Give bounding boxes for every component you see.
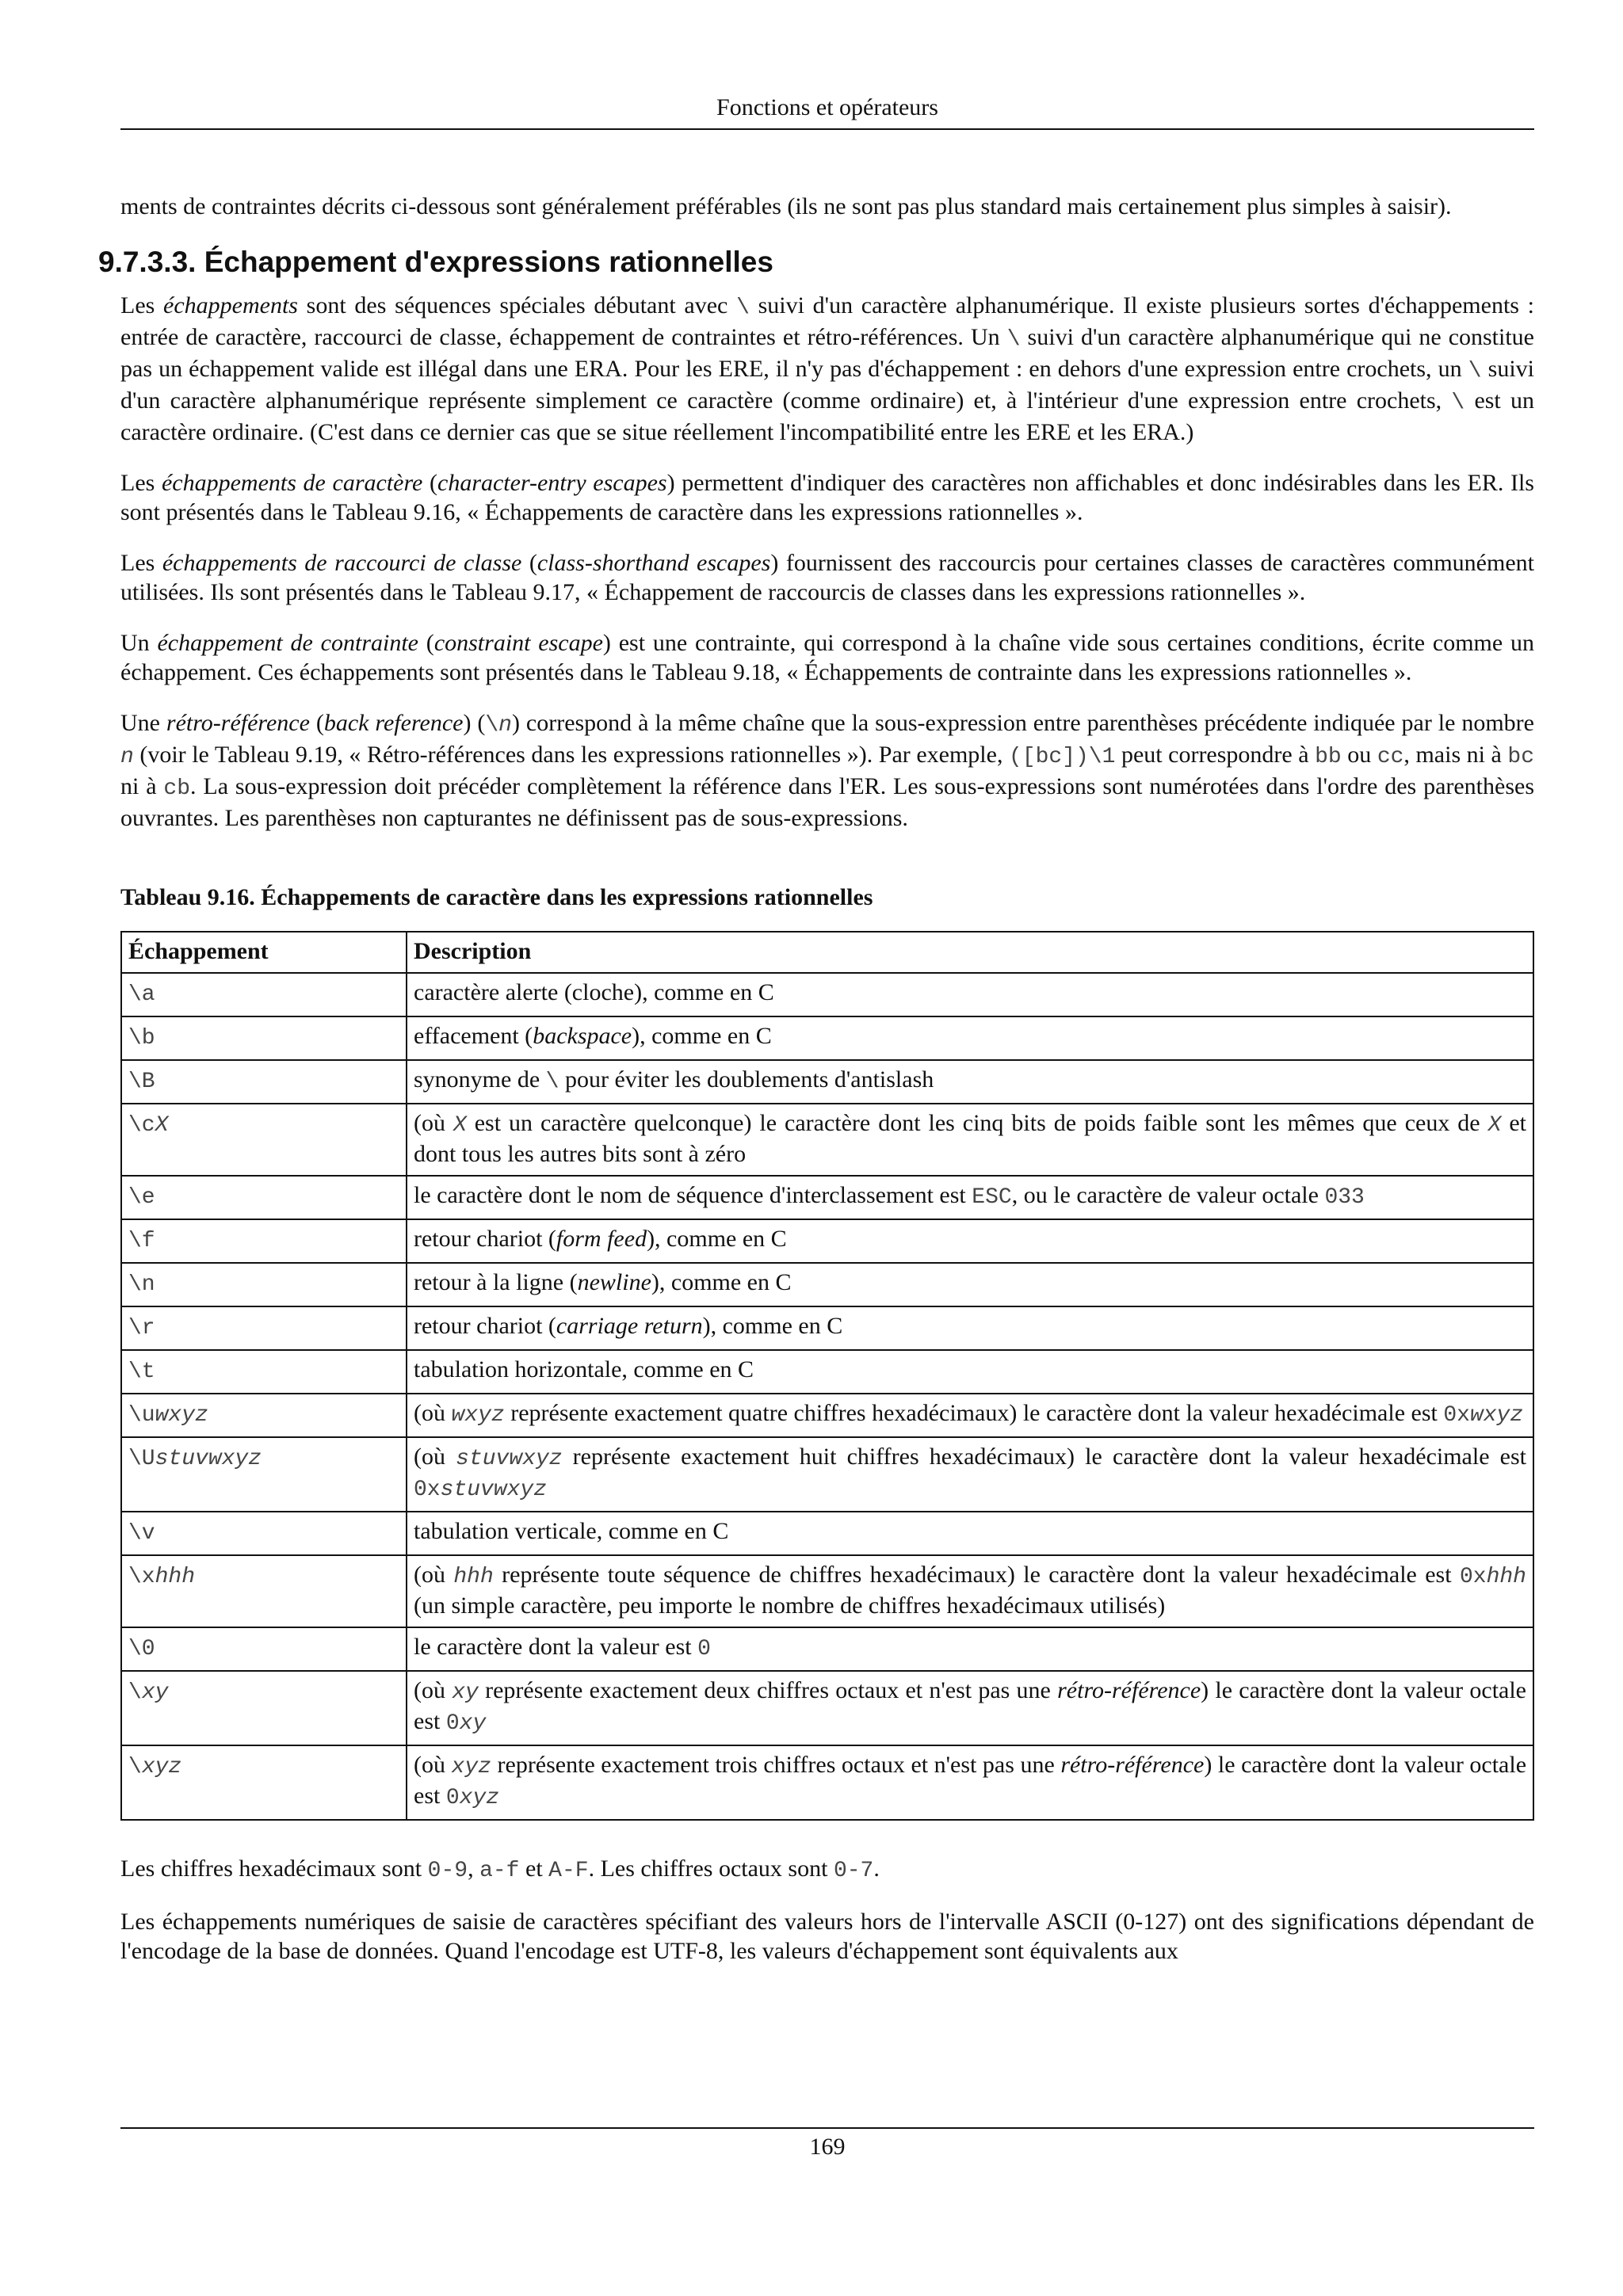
description-cell: (où hhh représente toute séquence de chiffres hexadécimaux) le caractère dont la valeur hexadécimale est 0xhhh (un simple caractère, peu importe le nombre de chiffres hexadécimaux utilisés) bbox=[407, 1555, 1533, 1627]
table-row bbox=[121, 1306, 1533, 1350]
table-row bbox=[121, 1104, 1533, 1176]
escape-cell: \cX bbox=[121, 1104, 407, 1176]
header-rule bbox=[120, 128, 1534, 130]
description-cell: caractère alerte (cloche), comme en C bbox=[407, 973, 1533, 1016]
escape-cell: \B bbox=[121, 1060, 407, 1104]
running-header: Fonctions et opérateurs bbox=[716, 94, 938, 120]
table-row bbox=[121, 1437, 1533, 1512]
intro-paragraph: ments de contraintes décrits ci-dessous sont généralement préférables (ils ne sont pas plus standard mais certainement plus simples à saisir). bbox=[120, 193, 1452, 219]
escape-cell: \v bbox=[121, 1512, 407, 1555]
escape-cell: \f bbox=[121, 1219, 407, 1263]
column-header-escape: Échappement bbox=[121, 932, 407, 973]
paragraph-back-reference: Une rétro-référence (back reference) (\n) correspond à la même chaîne que la sous-expression entre parenthèses précédente indiquée par le nombre n (voir le Tableau 9.19, « Rétro-références dans les expressions rationnelles »). Par exemple, ([bc])\1 peut correspondre à bb ou cc, mais ni à bc ni à cb. La sous-expression doit précéder complètement la référence dans l'ER. Les sous-expressions sont numérotées dans l'ordre des parenthèses ouvrantes. Les parenthèses non capturantes ne définissent pas de sous-expressions. bbox=[120, 710, 1534, 831]
table-row bbox=[121, 1512, 1533, 1555]
table-row bbox=[121, 1671, 1533, 1745]
table-row bbox=[121, 1350, 1533, 1394]
escape-cell: \xhhh bbox=[121, 1555, 407, 1627]
description-cell: le caractère dont le nom de séquence d'interclassement est ESC, ou le caractère de valeur octale 033 bbox=[407, 1176, 1533, 1219]
description-cell: (où X est un caractère quelconque) le caractère dont les cinq bits de poids faible sont les mêmes que ceux de X et dont tous les autres bits sont à zéro bbox=[407, 1104, 1533, 1176]
description-cell: effacement (backspace), comme en C bbox=[407, 1016, 1533, 1060]
description-cell: tabulation verticale, comme en C bbox=[407, 1512, 1533, 1555]
page-number: 169 bbox=[809, 2134, 846, 2160]
escape-cell: \b bbox=[121, 1016, 407, 1060]
description-cell: (où xy représente exactement deux chiffres octaux et n'est pas une rétro-référence) le caractère dont la valeur octale est 0xy bbox=[407, 1671, 1533, 1745]
description-cell: le caractère dont la valeur est 0 bbox=[407, 1627, 1533, 1671]
description-cell: synonyme de \ pour éviter les doublements d'antislash bbox=[407, 1060, 1533, 1104]
escape-cell: \a bbox=[121, 973, 407, 1016]
table-row bbox=[121, 1219, 1533, 1263]
table-caption: Tableau 9.16. Échappements de caractère dans les expressions rationnelles bbox=[120, 884, 873, 910]
footer-rule bbox=[120, 2127, 1534, 2129]
table-row bbox=[121, 1263, 1533, 1306]
description-cell: retour chariot (carriage return), comme en C bbox=[407, 1306, 1533, 1350]
character-escapes-table bbox=[120, 931, 1534, 1821]
escape-cell: \uwxyz bbox=[121, 1394, 407, 1437]
description-cell: (où wxyz représente exactement quatre chiffres hexadécimaux) le caractère dont la valeur hexadécimale est 0xwxyz bbox=[407, 1394, 1533, 1437]
page-body bbox=[98, 192, 1535, 1987]
column-header-description: Description bbox=[407, 932, 1533, 973]
table-row bbox=[121, 1176, 1533, 1219]
paragraph-constraint-escape: Un échappement de contrainte (constraint escape) est une contrainte, qui correspond à la chaîne vide sous certaines conditions, écrite comme un échappement. Ces échappements sont présentés dans le Tableau 9.18, « Échappements de contrainte dans les expressions rationnelles ». bbox=[120, 630, 1535, 685]
escape-cell: \t bbox=[121, 1350, 407, 1394]
escape-cell: \n bbox=[121, 1263, 407, 1306]
table-header-row bbox=[121, 932, 1533, 973]
table-row bbox=[121, 1745, 1533, 1820]
paragraph-numeric-escapes: Les échappements numériques de saisie de caractères spécifiant des valeurs hors de l'intervalle ASCII (0-127) ont des significations dépendant de l'encodage de la base de données. Quand l'encodage est UTF-8, les valeurs d'échappement sont équivalents aux bbox=[120, 1909, 1534, 1964]
table-row bbox=[121, 973, 1533, 1016]
escape-cell: \Ustuvwxyz bbox=[121, 1437, 407, 1512]
table-row bbox=[121, 1016, 1533, 1060]
description-cell: (où stuvwxyz représente exactement huit chiffres hexadécimaux) le caractère dont la valeur hexadécimale est 0xstuvwxyz bbox=[407, 1437, 1533, 1512]
paragraph-class-shorthand: Les échappements de raccourci de classe (class-shorthand escapes) fournissent des raccourcis pour certaines classes de caractères communément utilisées. Ils sont présentés dans le Tableau 9.17, « Échappement de raccourcis de classes dans les expressions rationnelles ». bbox=[120, 550, 1534, 605]
table-row bbox=[121, 1060, 1533, 1104]
table-row bbox=[121, 1627, 1533, 1671]
escape-cell: \e bbox=[121, 1176, 407, 1219]
table-row bbox=[121, 1555, 1533, 1627]
description-cell: tabulation horizontale, comme en C bbox=[407, 1350, 1533, 1394]
description-cell: retour chariot (form feed), comme en C bbox=[407, 1219, 1533, 1263]
escape-cell: \xyz bbox=[121, 1745, 407, 1820]
paragraph-escapes-intro: Les échappements sont des séquences spéciales débutant avec \ suivi d'un caractère alphanumérique. Il existe plusieurs sortes d'échappements : entrée de caractère, raccourci de classe, échappement de contraintes et rétro-références. Un \ suivi d'un caractère alphanumérique qui ne constitue pas un échappement valide est illégal dans une ERA. Pour les ERE, il n'y pas d'échappement : en dehors d'une expression entre crochets, un \ suivi d'un caractère alphanumérique représente simplement ce caractère (comme ordinaire) et, à l'intérieur d'une expression entre crochets, \ est un caractère ordinaire. (C'est dans ce dernier cas que se situe réellement l'incompatibilité entre les ERE et les ERA.) bbox=[120, 292, 1535, 445]
escape-cell: \r bbox=[121, 1306, 407, 1350]
paragraph-digit-ranges: Les chiffres hexadécimaux sont 0-9, a-f et A-F. Les chiffres octaux sont 0-7. bbox=[120, 1855, 880, 1883]
escape-cell: \0 bbox=[121, 1627, 407, 1671]
escape-cell: \xy bbox=[121, 1671, 407, 1745]
paragraph-character-entry: Les échappements de caractère (character-entry escapes) permettent d'indiquer des caractères non affichables et donc indésirables dans les ER. Ils sont présentés dans le Tableau 9.16, « Échappements de caractère dans les expressions rationnelles ». bbox=[120, 470, 1534, 525]
description-cell: retour à la ligne (newline), comme en C bbox=[407, 1263, 1533, 1306]
section-heading: 9.7.3.3. Échappement d'expressions rationnelles bbox=[98, 246, 773, 278]
description-cell: (où xyz représente exactement trois chiffres octaux et n'est pas une rétro-référence) le caractère dont la valeur octale est 0xyz bbox=[407, 1745, 1533, 1820]
table-row bbox=[121, 1394, 1533, 1437]
